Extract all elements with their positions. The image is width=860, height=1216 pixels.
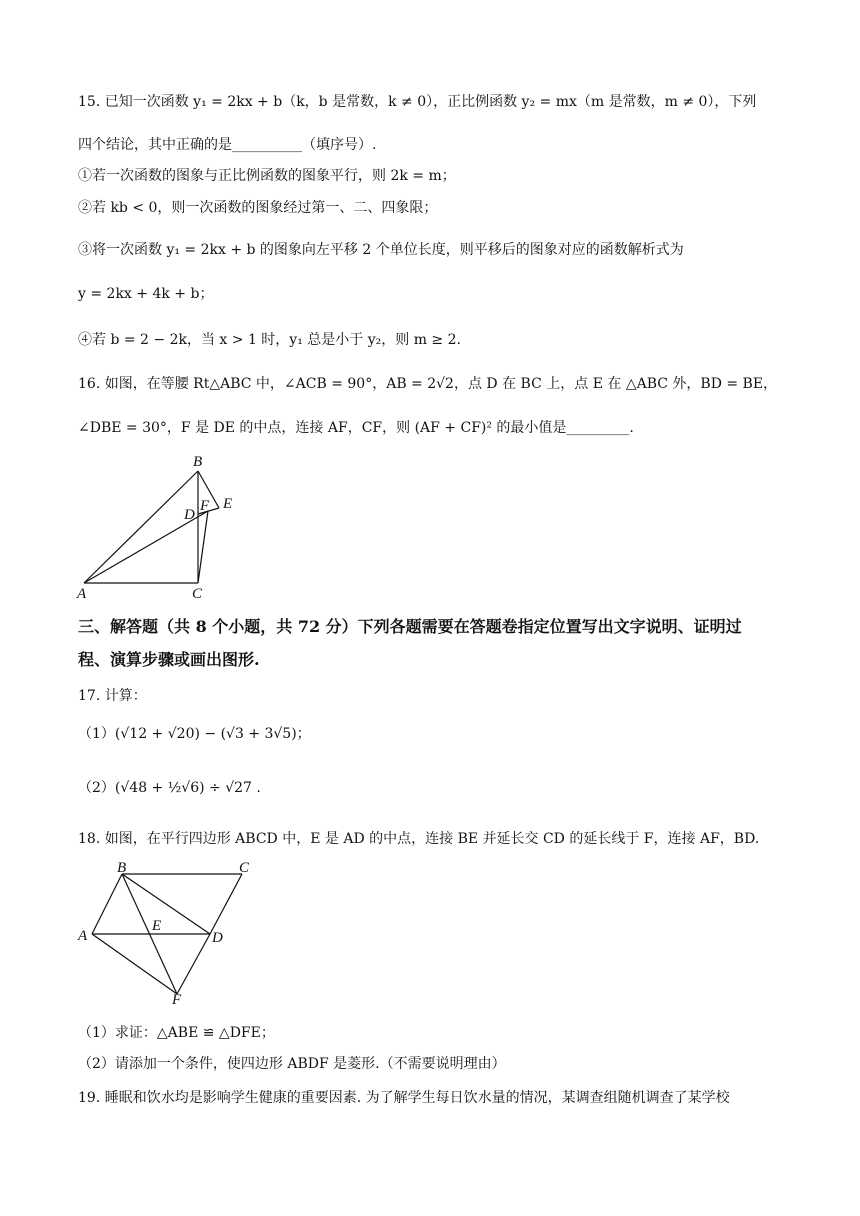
- q18-part1: （1）求证：△ABE ≌ △DFE；: [78, 1025, 275, 1041]
- q16-line2: ∠DBE = 30°，F 是 DE 的中点，连接 AF，CF，则 (AF + CF)² 的最小值是_________.: [78, 420, 634, 436]
- section3-heading-line1: 三、解答题（共 8 个小题，共 72 分）下列各题需要在答题卷指定位置写出文字说明、证明过: [78, 617, 742, 636]
- q18-figure: [74, 860, 274, 1006]
- q16-label-A: A: [77, 586, 87, 600]
- q16-line1: 16. 如图，在等腰 Rt△ABC 中，∠ACB = 90°，AB = 2√2，点 D 在 BC 上，点 E 在 △ABC 外，BD = BE，: [78, 376, 778, 392]
- q16-label-E: E: [223, 496, 233, 512]
- q16-label-D: D: [184, 507, 195, 523]
- q15-item2: ②若 kb < 0，则一次函数的图象经过第一、二、四象限；: [78, 200, 438, 216]
- q15-item1: ①若一次函数的图象与正比例函数的图象平行，则 2k = m；: [78, 168, 456, 184]
- q15-line2: 四个结论，其中正确的是__________（填序号）.: [78, 137, 377, 153]
- q15-item4: ④若 b = 2 − 2k，当 x > 1 时，y₁ 总是小于 y₂，则 m ≥ 2.: [78, 332, 461, 348]
- q16-label-C: C: [192, 586, 203, 600]
- q18-label-C: C: [239, 860, 250, 876]
- q16-figure: [74, 452, 244, 600]
- q18-part2: （2）请添加一个条件，使四边形 ABDF 是菱形.（不需要说明理由）: [78, 1056, 506, 1072]
- q19-line1: 19. 睡眠和饮水均是影响学生健康的重要因素. 为了解学生每日饮水量的情况，某调查组随机调查了某学校: [78, 1090, 730, 1106]
- q15-item3b: y = 2kx + 4k + b；: [78, 286, 214, 302]
- section3-heading-line2: 程、演算步骤或画出图形.: [78, 650, 260, 669]
- q17-title: 17. 计算：: [78, 688, 147, 704]
- q18-label-D: D: [212, 930, 223, 946]
- q15-item3a: ③将一次函数 y₁ = 2kx + b 的图象向左平移 2 个单位长度，则平移后的图象对应的函数解析式为: [78, 242, 684, 258]
- q17-part2: （2）(√48 + ½√6) ÷ √27 .: [78, 780, 261, 796]
- q16-label-F: F: [200, 498, 210, 514]
- q18-label-F: F: [172, 992, 182, 1006]
- q15-line1: 15. 已知一次函数 y₁ = 2kx + b（k，b 是常数，k ≠ 0），正比例函数 y₂ = mx（m 是常数，m ≠ 0），下列: [78, 94, 757, 110]
- q16-label-B: B: [193, 454, 203, 470]
- q18-label-B: B: [117, 860, 127, 876]
- q18-label-A: A: [78, 928, 88, 944]
- q17-part1: （1）(√12 + √20) − (√3 + 3√5)；: [78, 726, 311, 742]
- q18-line1: 18. 如图，在平行四边形 ABCD 中，E 是 AD 的中点，连接 BE 并延长交 CD 的延长线于 F，连接 AF，BD.: [78, 831, 760, 847]
- q18-label-E: E: [152, 918, 162, 934]
